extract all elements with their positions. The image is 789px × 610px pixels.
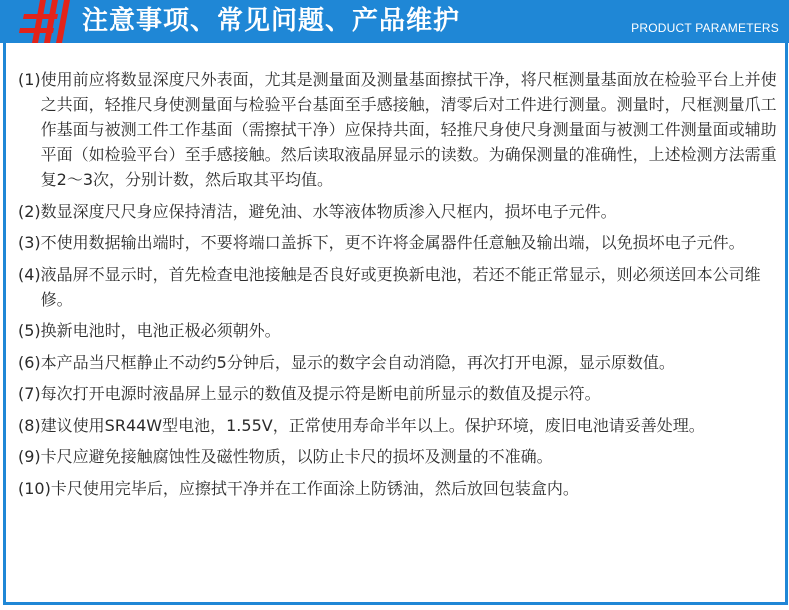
note-text: 卡尺应避免接触腐蚀性及磁性物质，以防止卡尺的损坏及测量的不准确。 bbox=[40, 447, 553, 466]
note-number: (2) bbox=[18, 201, 41, 221]
note-number: (5) bbox=[18, 321, 41, 340]
note-item-7 bbox=[18, 381, 778, 406]
note-item-10 bbox=[18, 476, 778, 501]
note-number: (4) bbox=[18, 264, 41, 284]
note-text: 每次打开电源时液晶屏上显示的数值及提示符是断电前所显示的数值及提示符。 bbox=[40, 384, 601, 403]
note-text: 不使用数据输出端时，不要将端口盖拆下，更不许将金属器件任意触及输出端，以免损坏电子元件。 bbox=[40, 233, 745, 252]
note-number: (6) bbox=[18, 352, 41, 372]
note-text: 卡尺使用完毕后，应擦拭干净并在工作面涂上防锈油，然后放回包装盒内。 bbox=[50, 478, 579, 498]
note-item-1 bbox=[18, 67, 778, 192]
note-item-2 bbox=[18, 199, 778, 224]
note-text: 液晶屏不显示时，首先检查电池接触是否良好或更换新电池，若还不能正常显示，则必须送回本公司维修。 bbox=[40, 264, 761, 309]
section-title: 注意事项、常见问题、产品维护 bbox=[82, 6, 461, 36]
note-item-4 bbox=[18, 262, 778, 312]
note-number: (3) bbox=[18, 233, 41, 252]
section-subtitle: PRODUCT PARAMETERS bbox=[631, 21, 779, 35]
note-item-6 bbox=[18, 350, 778, 375]
note-item-8 bbox=[18, 413, 778, 438]
note-number: (8) bbox=[18, 415, 41, 435]
note-number: (1) bbox=[18, 70, 41, 89]
note-number: (10) bbox=[18, 478, 51, 498]
note-text: 换新电池时，电池正极必须朝外。 bbox=[40, 321, 281, 340]
note-number: (7) bbox=[18, 384, 41, 403]
header-bar bbox=[0, 0, 789, 43]
note-item-5 bbox=[18, 318, 778, 343]
note-text: 本产品当尺框静止不动约5分钟后，显示的数字会自动消隐，再次打开电源，显示原数值。 bbox=[40, 352, 675, 372]
note-number: (9) bbox=[18, 447, 41, 466]
notes-list bbox=[18, 67, 778, 507]
content-panel bbox=[3, 43, 788, 605]
logo-icon bbox=[18, 0, 70, 43]
note-item-9 bbox=[18, 444, 778, 469]
note-text: 建议使用SR44W型电池，1.55V，正常使用寿命半年以上。保护环境，废旧电池请妥善处理。 bbox=[40, 415, 705, 435]
note-text: 数显深度尺尺身应保持清洁，避免油、水等液体物质渗入尺框内，损坏电子元件。 bbox=[40, 201, 617, 221]
note-item-3 bbox=[18, 230, 778, 255]
note-text: 使用前应将数显深度尺外表面，尤其是测量面及测量基面擦拭干净，将尺框测量基面放在检验平台上并使之共面，轻推尺身使测量面与检验平台基面至手感接触，清零后对工件进行测量。测量时，尺框测量爪工作基面与被测工件工作基面（需擦拭干净）应保持共面，轻推尺身使尺身测量面与被测工件测量面或辅助平面（如检验平台）至手感接触。然后读取液晶屏显示的读数。为确保测量的准确性，上述检测方法需重复2～3次，分别计数，然后取其平均值。 bbox=[40, 70, 777, 189]
